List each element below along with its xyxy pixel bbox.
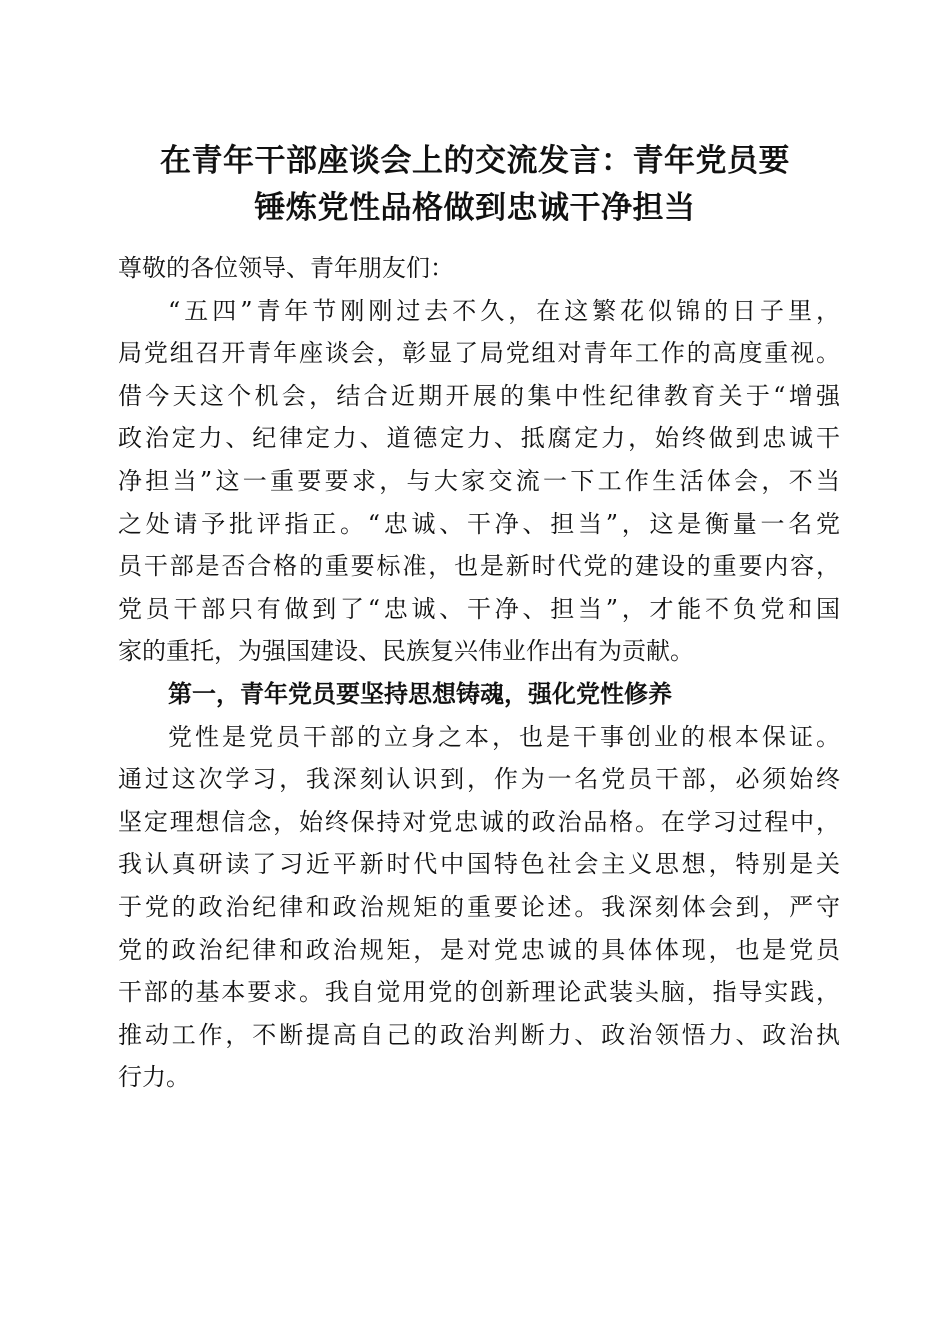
- paragraph-1: [118, 290, 840, 673]
- text-line: 行力。: [118, 1063, 190, 1092]
- text-line: 员干部是否合格的重要标准，也是新时代党的建设的重要内容，: [118, 552, 840, 581]
- text-line: “五四”青年节刚刚过去不久，在这繁花似锦的日子里，: [168, 296, 840, 325]
- text-line: 借今天这个机会，结合近期开展的集中性纪律教育关于“增强: [118, 381, 840, 410]
- text-line: 党性是党员干部的立身之本，也是干事创业的根本保证。: [168, 722, 840, 751]
- text-line: 党的政治纪律和政治规矩，是对党忠诚的具体体现，也是党员: [118, 935, 840, 964]
- text-line: 我认真研读了习近平新时代中国特色社会主义思想，特别是关: [118, 850, 840, 879]
- title-line: 锤炼党性品格做到忠诚干净担当: [254, 190, 696, 226]
- text-line: 净担当”这一重要要求，与大家交流一下工作生活体会，不当: [118, 466, 840, 495]
- text-line: 家的重托，为强国建设、民族复兴伟业作出有为贡献。: [118, 637, 694, 666]
- document-body: [118, 247, 840, 1099]
- text-line: 通过这次学习，我深刻认识到，作为一名党员干部，必须始终: [118, 765, 840, 794]
- text-line: 之处请予批评指正。“忠诚、干净、担当”，这是衡量一名党: [118, 509, 840, 538]
- text-line: 局党组召开青年座谈会，彰显了局党组对青年工作的高度重视。: [118, 339, 840, 368]
- text-line: 政治定力、纪律定力、道德定力、抵腐定力，始终做到忠诚干: [118, 424, 840, 453]
- title-line: 在青年干部座谈会上的交流发言：青年党员要: [160, 143, 790, 179]
- section-heading: 第一，青年党员要坚持思想铸魂，强化党性修养: [168, 678, 672, 708]
- text-line: 党员干部只有做到了“忠诚、干净、担当”，才能不负党和国: [118, 594, 840, 623]
- salutation: 尊敬的各位领导、青年朋友们：: [118, 254, 454, 282]
- document-title: [0, 138, 950, 232]
- paragraph-2: [118, 716, 840, 1099]
- text-line: 于党的政治纪律和政治规矩的重要论述。我深刻体会到，严守: [118, 892, 840, 921]
- text-line: 干部的基本要求。我自觉用党的创新理论武装头脑，指导实践，: [118, 978, 840, 1007]
- text-line: 推动工作，不断提高自己的政治判断力、政治领悟力、政治执: [118, 1020, 840, 1049]
- text-line: 坚定理想信念，始终保持对党忠诚的政治品格。在学习过程中，: [118, 807, 840, 836]
